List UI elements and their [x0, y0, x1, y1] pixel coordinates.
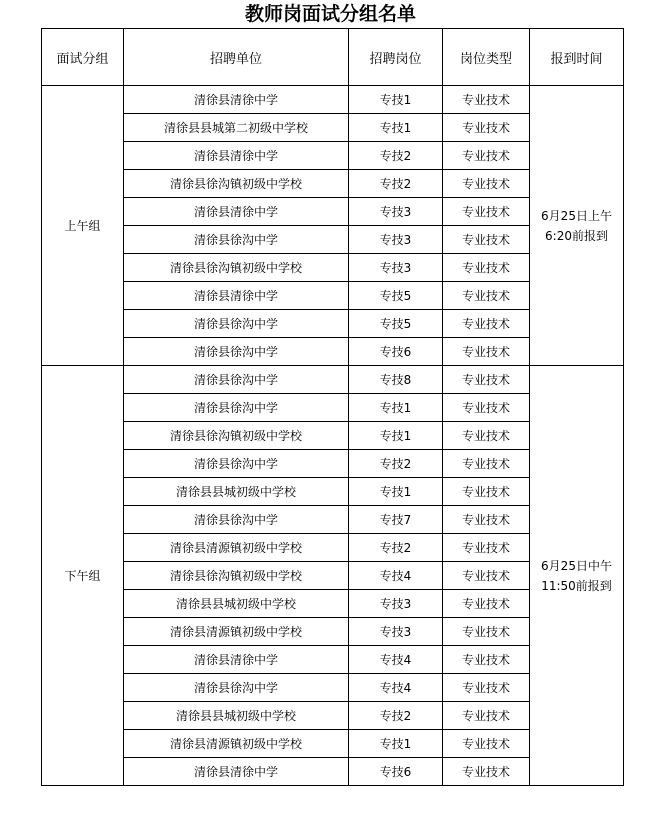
post-cell: 专技7 — [349, 506, 443, 534]
post-cell: 专技1 — [349, 394, 443, 422]
unit-cell: 清徐县清徐中学 — [124, 86, 349, 114]
type-cell: 专业技术 — [443, 198, 530, 226]
post-cell: 专技3 — [349, 226, 443, 254]
post-cell: 专技5 — [349, 282, 443, 310]
type-cell: 专业技术 — [443, 86, 530, 114]
post-cell: 专技3 — [349, 590, 443, 618]
unit-cell: 清徐县徐沟中学 — [124, 674, 349, 702]
unit-cell: 清徐县徐沟中学 — [124, 450, 349, 478]
post-cell: 专技4 — [349, 646, 443, 674]
unit-cell: 清徐县徐沟中学 — [124, 310, 349, 338]
type-cell: 专业技术 — [443, 394, 530, 422]
post-cell: 专技1 — [349, 478, 443, 506]
type-cell: 专业技术 — [443, 450, 530, 478]
unit-cell: 清徐县县城初级中学校 — [124, 478, 349, 506]
header-time: 报到时间 — [530, 29, 624, 86]
type-cell: 专业技术 — [443, 646, 530, 674]
unit-cell: 清徐县县城初级中学校 — [124, 702, 349, 730]
unit-cell: 清徐县清源镇初级中学校 — [124, 730, 349, 758]
unit-cell: 清徐县清源镇初级中学校 — [124, 534, 349, 562]
post-cell: 专技3 — [349, 618, 443, 646]
post-cell: 专技6 — [349, 338, 443, 366]
post-cell: 专技4 — [349, 674, 443, 702]
report-time-cell: 6月25日中午11:50前报到 — [530, 366, 624, 786]
type-cell: 专业技术 — [443, 478, 530, 506]
unit-cell: 清徐县清源镇初级中学校 — [124, 618, 349, 646]
table-body — [42, 86, 624, 786]
unit-cell: 清徐县徐沟中学 — [124, 506, 349, 534]
report-time-cell: 6月25日上午6:20前报到 — [530, 86, 624, 366]
unit-cell: 清徐县徐沟镇初级中学校 — [124, 254, 349, 282]
unit-cell: 清徐县清徐中学 — [124, 758, 349, 786]
type-cell: 专业技术 — [443, 114, 530, 142]
unit-cell: 清徐县县城第二初级中学校 — [124, 114, 349, 142]
post-cell: 专技2 — [349, 170, 443, 198]
post-cell: 专技1 — [349, 86, 443, 114]
unit-cell: 清徐县清徐中学 — [124, 142, 349, 170]
type-cell: 专业技术 — [443, 142, 530, 170]
unit-cell: 清徐县清徐中学 — [124, 198, 349, 226]
type-cell: 专业技术 — [443, 506, 530, 534]
type-cell: 专业技术 — [443, 702, 530, 730]
table-row — [42, 366, 624, 394]
unit-cell: 清徐县徐沟中学 — [124, 394, 349, 422]
type-cell: 专业技术 — [443, 590, 530, 618]
type-cell: 专业技术 — [443, 534, 530, 562]
header-type: 岗位类型 — [443, 29, 530, 86]
group-name-cell: 上午组 — [42, 86, 124, 366]
interview-group-table — [41, 28, 624, 786]
header-group: 面试分组 — [42, 29, 124, 86]
type-cell: 专业技术 — [443, 254, 530, 282]
post-cell: 专技4 — [349, 562, 443, 590]
type-cell: 专业技术 — [443, 674, 530, 702]
unit-cell: 清徐县徐沟镇初级中学校 — [124, 562, 349, 590]
unit-cell: 清徐县徐沟镇初级中学校 — [124, 170, 349, 198]
post-cell: 专技3 — [349, 198, 443, 226]
type-cell: 专业技术 — [443, 562, 530, 590]
type-cell: 专业技术 — [443, 338, 530, 366]
type-cell: 专业技术 — [443, 170, 530, 198]
unit-cell: 清徐县徐沟镇初级中学校 — [124, 422, 349, 450]
unit-cell: 清徐县徐沟中学 — [124, 226, 349, 254]
post-cell: 专技8 — [349, 366, 443, 394]
post-cell: 专技2 — [349, 450, 443, 478]
post-cell: 专技2 — [349, 142, 443, 170]
type-cell: 专业技术 — [443, 730, 530, 758]
unit-cell: 清徐县清徐中学 — [124, 282, 349, 310]
type-cell: 专业技术 — [443, 366, 530, 394]
post-cell: 专技2 — [349, 534, 443, 562]
type-cell: 专业技术 — [443, 758, 530, 786]
group-name-cell: 下午组 — [42, 366, 124, 786]
type-cell: 专业技术 — [443, 618, 530, 646]
table-row — [42, 86, 624, 114]
post-cell: 专技3 — [349, 254, 443, 282]
unit-cell: 清徐县徐沟中学 — [124, 366, 349, 394]
post-cell: 专技1 — [349, 730, 443, 758]
type-cell: 专业技术 — [443, 282, 530, 310]
post-cell: 专技1 — [349, 114, 443, 142]
post-cell: 专技5 — [349, 310, 443, 338]
post-cell: 专技6 — [349, 758, 443, 786]
type-cell: 专业技术 — [443, 310, 530, 338]
type-cell: 专业技术 — [443, 422, 530, 450]
unit-cell: 清徐县清徐中学 — [124, 646, 349, 674]
header-row — [42, 29, 624, 86]
header-unit: 招聘单位 — [124, 29, 349, 86]
header-post: 招聘岗位 — [349, 29, 443, 86]
page-title: 教师岗面试分组名单 — [244, 3, 416, 25]
unit-cell: 清徐县徐沟中学 — [124, 338, 349, 366]
post-cell: 专技2 — [349, 702, 443, 730]
post-cell: 专技1 — [349, 422, 443, 450]
type-cell: 专业技术 — [443, 226, 530, 254]
unit-cell: 清徐县县城初级中学校 — [124, 590, 349, 618]
